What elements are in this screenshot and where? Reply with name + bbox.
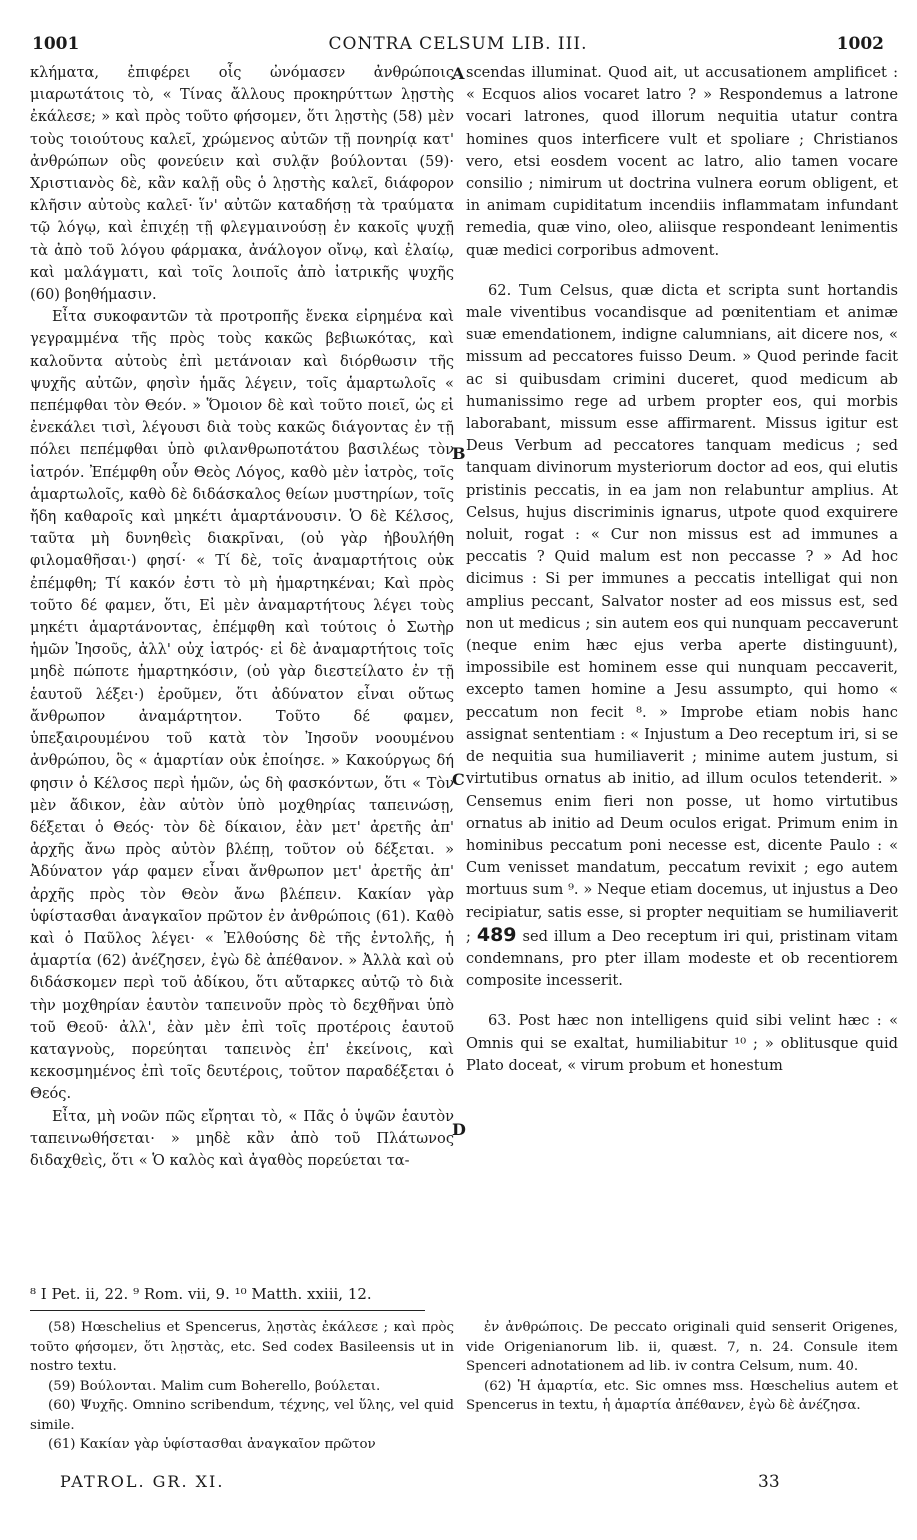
- running-title: CONTRA CELSUM LIB. III.: [328, 34, 588, 54]
- latin-text: sed illum a Deo receptum iri qui, pristinam vitam condemnans, pro pter illam modeste et ob recentiorem composite incesserit.: [466, 927, 898, 990]
- page-marker-number: 489: [476, 923, 517, 946]
- page-number-right: 1002: [836, 34, 884, 54]
- running-header: [18, 34, 898, 60]
- footnotes-right: [466, 1318, 898, 1416]
- greek-paragraph: κλήματα, ἐπιφέρει οἷς ὠνόμασεν ἀνθρώποις μιαρωτάτοις τὸ, « Τίνας ἄλλους προκηρύττων λῃστὴς ἐκάλεσε; » καὶ πρὸς τοῦτο φήσομεν, ὅτι λῃστὴς (58) μὲν τοὺς τοιούτους καλεῖ, χρώμενος αὐτῶν τῇ πονηρίᾳ κατ' ἀνθρώπων οὓς φονεύειν καὶ συλᾷν βούλονται (59)· Χριστιανὸς δὲ, κἂν καλῇ οὓς ὁ λῃστὴς καλεῖ, διάφορον κλῆσιν αὐτοὺς καλεῖ· ἵν' αὐτῶν καταδήσῃ τὰ τραύματα τῷ λόγῳ, καὶ ἐπιχέῃ τῇ φλεγμαινούσῃ ἐν κακοῖς ψυχῇ τὰ ἀπὸ τοῦ λόγου φάρμακα, ἀνάλογον οἴνῳ, καὶ ἐλαίῳ, καὶ μαλάγματι, καὶ τοῖς λοιποῖς ἀπὸ ἰατρικῆς ψυχῆς (60) βοηθήμασιν.: [30, 64, 454, 304]
- page-number-left: 1001: [32, 34, 80, 54]
- footnote: (61) Κακίαν γὰρ ὑφίστασθαι ἀναγκαῖον πρῶτον: [48, 1437, 376, 1452]
- footnote: (62) Ἡ ἁμαρτία, etc. Sic omnes mss. Hœschelius autem et Spencerus in textu, ἡ ἁμαρτία ἀπέθανεν, ἐγὼ δὲ ἀνέζησα.: [466, 1378, 898, 1413]
- margin-letter-a: A: [452, 64, 465, 83]
- footnote: (59) Βούλονται. Malim cum Boherello, βούλεται.: [48, 1378, 381, 1394]
- latin-text-column: [466, 62, 898, 1077]
- footnote: ἐν ἀνθρώποις. De peccato originali quid senserit Origenes, vide Origenianorum lib. ii, quæst. 7, n. 24. Consule item Spenceri adnotationem ad lib. iv contra Celsum, num. 40.: [466, 1320, 898, 1374]
- footnote: (60) Ψυχῆς. Omnino scribendum, τέχνης, vel ὕλης, vel quid simile.: [30, 1398, 454, 1433]
- greek-paragraph: Εἶτα συκοφαντῶν τὰ προτροπῆς ἕνεκα εἰρημένα καὶ γεγραμμένα τῆς πρὸς τοὺς κακῶς βεβιωκότας, καὶ καλοῦντα αὐτοὺς ἐπὶ μετάνοιαν καὶ διόρθωσιν τῆς ψυχῆς αὐτῶν, φησὶν ἡμᾶς λέγειν, τοῖς ἁμαρτωλοῖς « πεπέμφθαι τὸν Θεόν. » Ὅμοιον δὲ καὶ τοῦτο ποιεῖ, ὡς εἰ ἐνεκάλει τισὶ, λέγουσι διὰ τοὺς κακῶς διάγοντας ἐν τῇ πόλει πεπέμφθαι ὑπὸ φιλανθρωποτάτου βασιλέως τὸν ἰατρόν. Ἐπέμφθη οὖν Θεὸς Λόγος, καθὸ μὲν ἰατρὸς, τοῖς ἁμαρτωλοῖς, καθὸ δὲ διδάσκαλος θείων μυστηρίων, τοῖς ἤδη καθαροῖς καὶ μηκέτι ἁμαρτάνουσιν. Ὁ δὲ Κέλσος, ταῦτα μὴ δυνηθεὶς διακρῖναι, (οὐ γὰρ ἠβουλήθη φιλομαθῆσαι·) φησί· « Τί δὲ, τοῖς ἀναμαρτήτοις οὐκ ἐπέμφθη; Τί κακόν ἐστι τὸ μὴ ἡμαρτηκέναι; Καὶ πρὸς τοῦτο δέ φαμεν, ὅτι, Εἰ μὲν ἀναμαρτήτους λέγει τοὺς μηκέτι ἁμαρτάνοντας, ἐπέμφθη καὶ τούτοις ὁ Σωτὴρ ἡμῶν Ἰησοῦς, ἀλλ' οὐχ ἰατρός· εἰ δὲ ἀναμαρτήτοις τοῖς μηδὲ πώποτε ἡμαρτηκόσιν, (οὐ γὰρ διεστείλατο ἐν τῇ ἑαυτοῦ λέξει·) ἐροῦμεν, ὅτι ἀδύνατον εἶναι οὕτως ἄνθρωπον ἀναμάρτητον. Τοῦτο δέ φαμεν, ὑπεξαιρουμένου τοῦ κατὰ τὸν Ἰησοῦν νοουμένου ἀνθρώπου, ὃς « ἁμαρτίαν οὐκ ἐποίησε. » Κακούργως δή φησιν ὁ Κέλσος περὶ ἡμῶν, ὡς δὴ φασκόντων, ὅτι « Τὸν μὲν ἄδικον, ἐὰν αὐτὸν ὑπὸ μοχθηρίας ταπεινώσῃ, δέξεται ὁ Θεός· τὸν δὲ δίκαιον, ἐὰν μετ' ἀρετῆς ἀπ' ἀρχῆς ἄνω πρὸς αὐτὸν βλέπῃ, τοῦτον οὐ δέξεται. » Ἀδύνατον γάρ φαμεν εἶναι ἄνθρωπον μετ' ἀρετῆς ἀπ' ἀρχῆς πρὸς τὸν Θεὸν ἄνω βλέπειν. Κακίαν γὰρ ὑφίστασθαι ἀναγκαῖον πρῶτον ἐν ἀνθρώποις (61). Καθὸ καὶ ὁ Παῦλος λέγει· « Ἐλθούσης δὲ τῆς ἐντολῆς, ἡ ἁμαρτία (62) ἀνέζησεν, ἐγὼ δὲ ἀπέθανον. » Ἀλλὰ καὶ οὐ διδάσκομεν περὶ τοῦ ἀδίκου, ὅτι αὔταρκες αὐτῷ τὸ διὰ τὴν μοχθηρίαν ἑαυτὸν ταπεινοῦν πρὸς τὸ δεχθῆναι ὑπὸ τοῦ Θεοῦ· ἀλλ', ἐὰν μὲν ἐπὶ τοῖς προτέροις ἑαυτοῦ καταγνοὺς, πορεύηται ταπεινὸς ἐπ' ἐκείνοις, καὶ κεκοσμημένος ἐπὶ τοῖς δευτέροις, τοῦτον παραδέξεται ὁ Θεός.: [30, 308, 454, 1103]
- latin-paragraph-62: [466, 280, 898, 993]
- scripture-references: ⁸ I Pet. ii, 22. ⁹ Rom. vii, 9. ¹⁰ Matth. xxiii, 12.: [30, 1285, 372, 1303]
- greek-paragraph: Εἶτα, μὴ νοῶν πῶς εἴρηται τὸ, « Πᾶς ὁ ὑψῶν ἑαυτὸν ταπεινωθήσεται· » μηδὲ κἂν ἀπὸ τοῦ Πλάτωνος διδαχθεὶς, ὅτι « Ὁ καλὸς καὶ ἀγαθὸς πορεύεται τα-: [30, 1107, 454, 1169]
- latin-text: 62. Tum Celsus, quæ dicta et scripta sunt hortandis male viventibus vocandisque ad pœnitentiam et animæ suæ emendationem, indigne calumnians, ait dicere nos, « missum ad peccatores fuisso Deum. » Quod perinde facit ac si quibusdam crimini duceret, quod medicum ab humanissimo rege ad urbem propter eos, qui morbis laborabant, missum esse affirmarent. Missus igitur est Deus Verbum ad peccatores tanquam medicus ; sed tanquam divinorum mysteriorum doctor ad eos, qui elutis pristinis peccatis, in ea jam non relabuntur amplius. At Celsus, hujus discriminis ignarus, utpote quod exquirere noluit, rogat : « Cur non missus est ad immunes a peccatis ? Quid malum est non peccasse ? » Ad hoc dicimus : Si per immunes a peccatis intelligat qui non amplius peccant, Salvator noster ad eos missus est, sed non ut medicus ; sin autem eos qui nunquam peccaverunt (neque enim hæc ejus verba aperte distinguunt), impossibile est hominem esse qui nunquam peccaverit, excepto tamen homine a Jesu assumpto, qui homo « peccatum non fecit ⁸. » Improbe etiam nobis hanc assignat sententiam : « Injustum a Deo receptum iri, si se de nequitia sua humiliaverit ; minime autem justum, si virtutibus ornatus ab initio, ad illum oculos tetenderit. » Censemus enim fieri non posse, ut homo virtutibus ornatus ab initio ad Deum oculos erigat. Primum enim in hominibus peccatum poni necesse est, dicente Paulo : « Cum venisset mandatum, peccatum revixit ; ego autem mortuus sum ⁹. » Neque etiam docemus, ut injustus a Deo recipiatur, satis esse, si propter nequitiam se humiliaverit ;: [466, 281, 898, 945]
- latin-paragraph-63: 63. Post hæc non intelligens quid sibi velint hæc : « Omnis qui se exaltat, humiliabitur ¹⁰ ; » oblitusque quid Plato doceat, « virum probum et honestum: [466, 1012, 898, 1074]
- greek-text-column: [30, 62, 454, 1172]
- margin-letter-d: D: [452, 1120, 466, 1139]
- margin-letter-c: C: [452, 770, 465, 789]
- series-footer: PATROL. GR. XI.: [60, 1472, 225, 1491]
- footnotes-left: [30, 1318, 454, 1455]
- footnote-rule: [30, 1310, 425, 1311]
- margin-letter-b: B: [452, 444, 466, 463]
- latin-paragraph: scendas illuminat. Quod ait, ut accusationem amplificet : « Ecquos alios vocaret latro ? » Respondemus a latrone vocari latrones, quod illorum nequitia utatur contra homines quos interficere vult et spoliare ; Christianos vero, etsi eosdem vocent ac latro, alio tamen vocare consilio ; nimirum ut doctrina vulnera eorum obligent, et in animam cupiditatum incendiis inflammatam infundant remedia, quæ vino, oleo, aliisque respondeant lenimentis quæ medici corporibus admovent.: [466, 64, 898, 259]
- signature-mark: 33: [758, 1472, 780, 1492]
- footnote: (58) Hœschelius et Spencerus, λῃστὰς ἐκάλεσε ; καὶ πρὸς τοῦτο φήσομεν, ὅτι λῃστὰς, etc. Sed codex Basileensis ut in nostro textu.: [30, 1320, 454, 1374]
